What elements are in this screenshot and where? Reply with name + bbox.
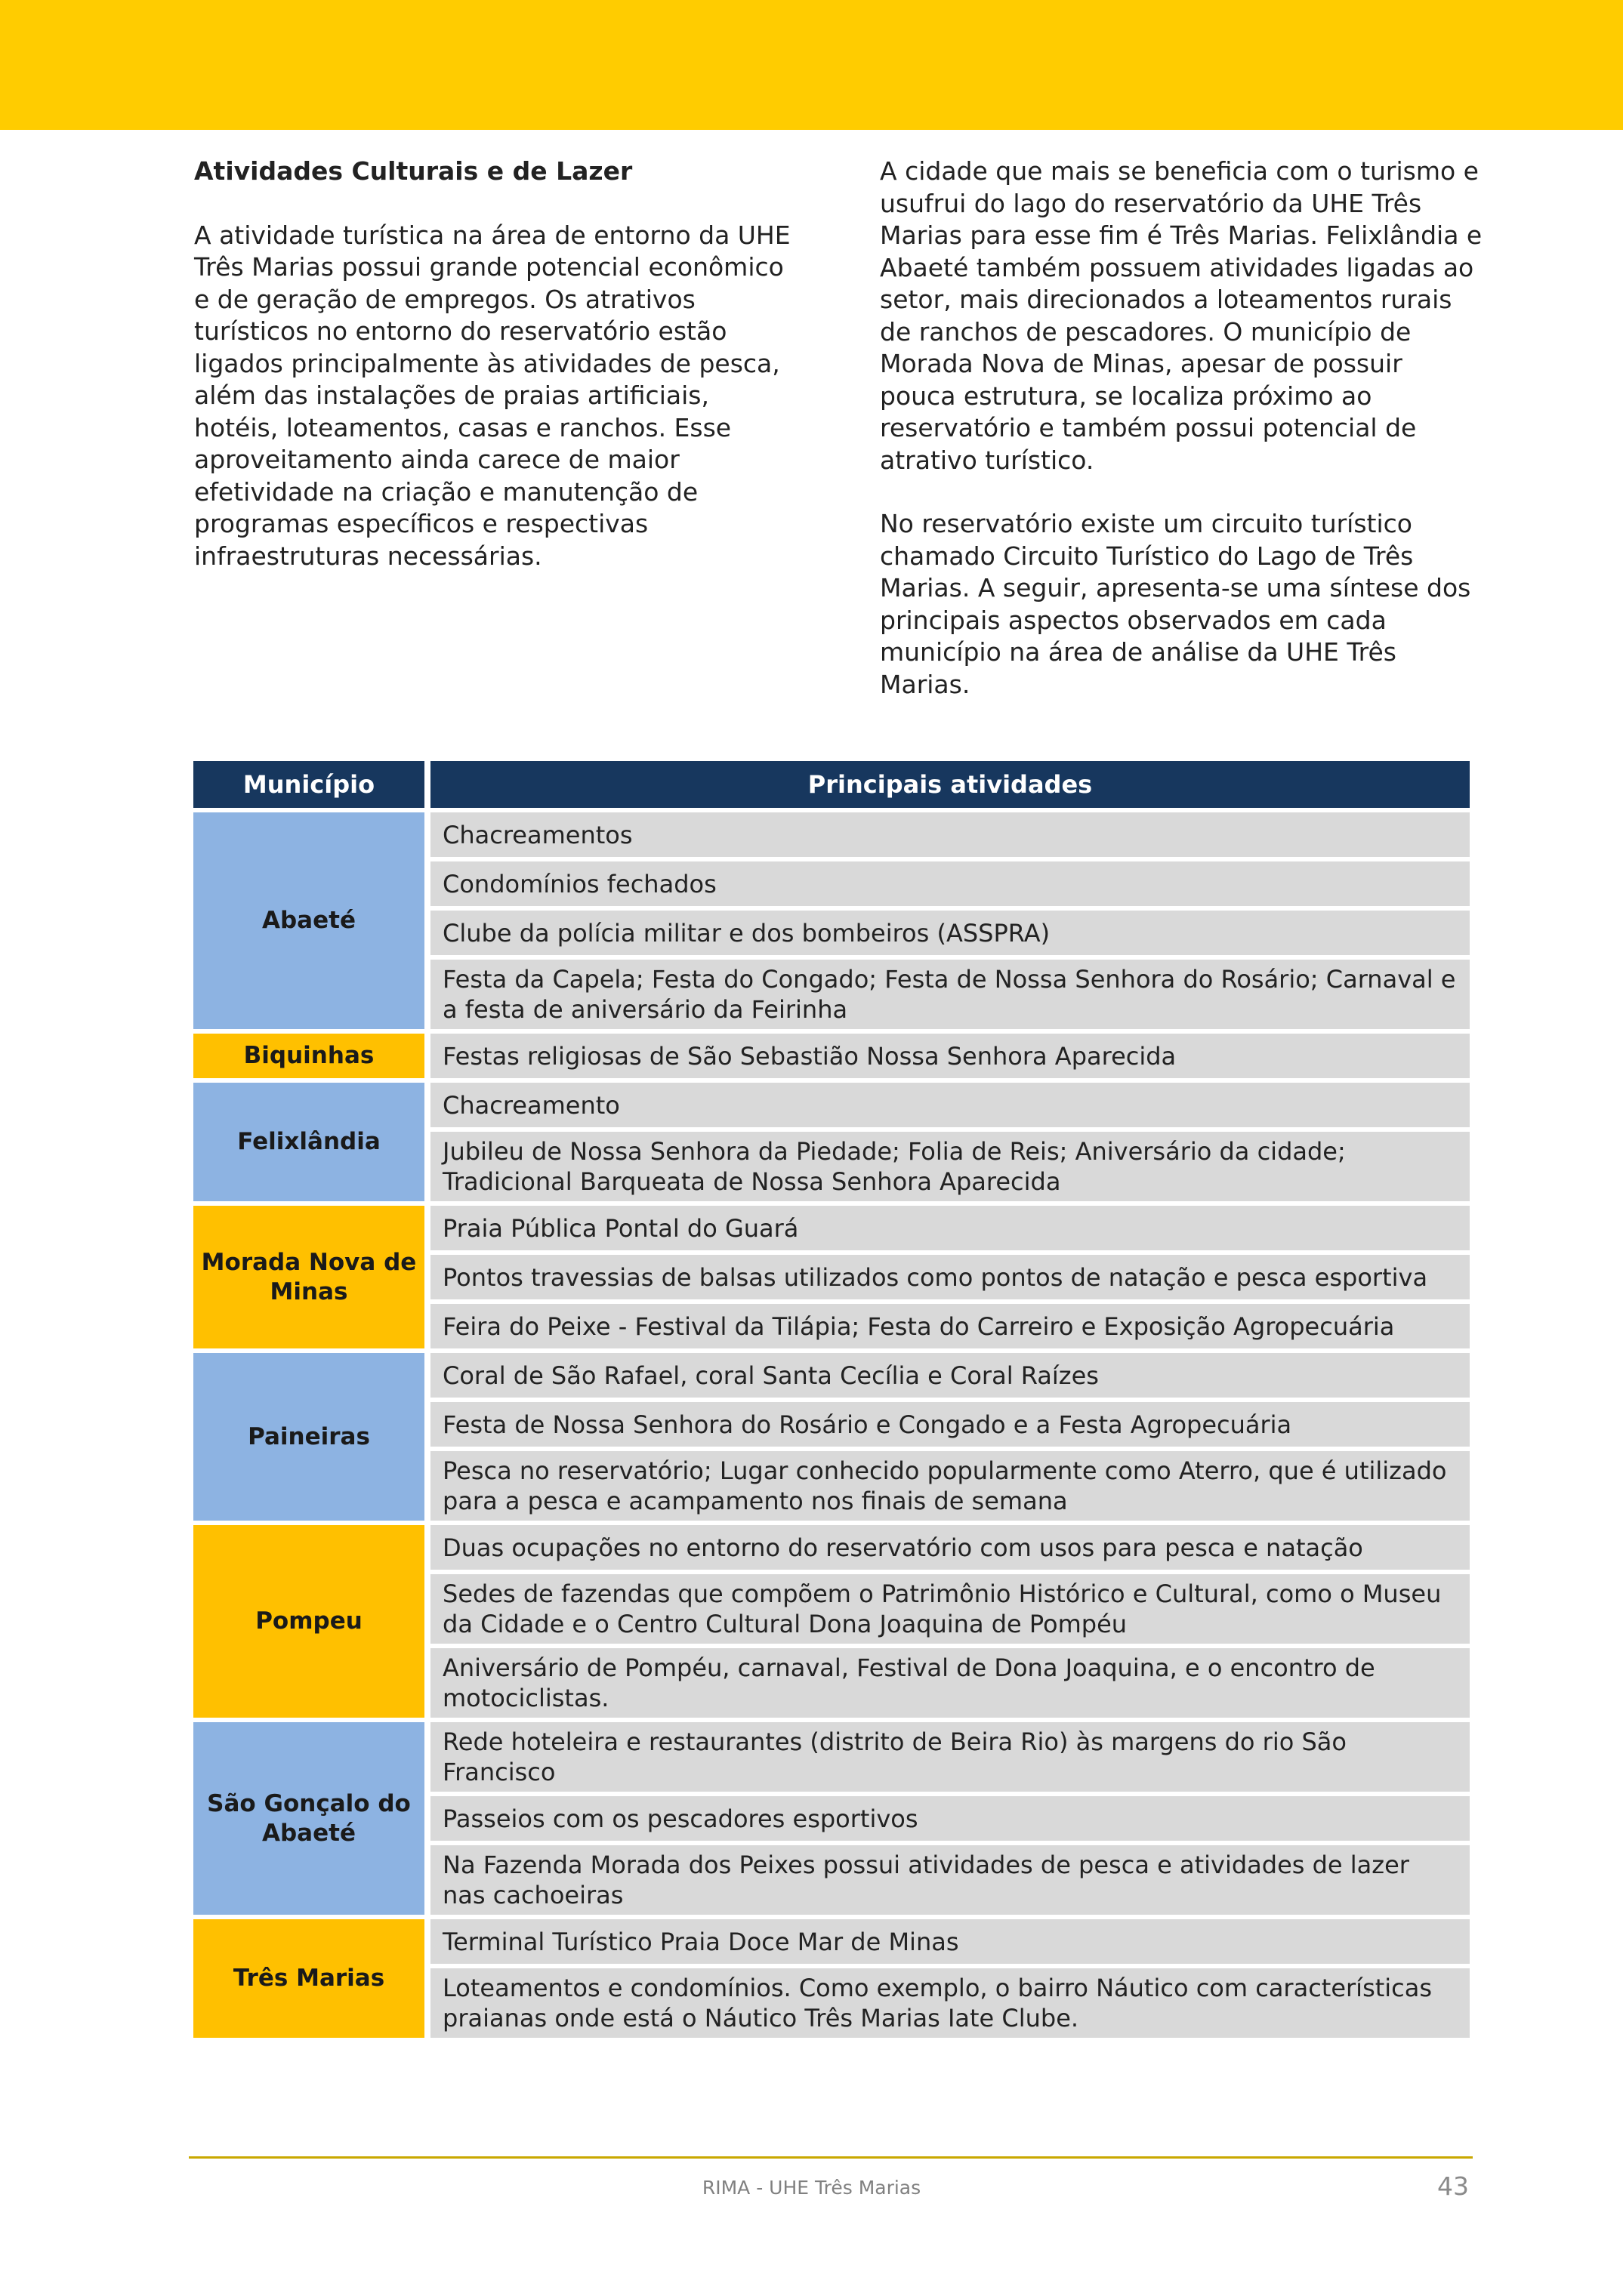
activity-cell: Festa de Nossa Senhora do Rosário e Congado e a Festa Agropecuária <box>430 1402 1470 1447</box>
municipio-cell: Abaeté <box>193 812 424 1029</box>
activity-cell: Chacreamentos <box>430 812 1470 857</box>
circuit-paragraph: No reservatório existe um circuito turístico chamado Circuito Turístico do Lago de Três Marias. A seguir, apresenta-se uma síntese dos principais aspectos observados em cada município na área de análise da UHE Três Marias. <box>880 509 1471 699</box>
municipio-group <box>193 1525 1470 1718</box>
activity-cell: Pesca no reservatório; Lugar conhecido popularmente como Aterro, que é utilizado para a pesca e acampamento nos finais de semana <box>430 1451 1470 1521</box>
activity-cell: Festa da Capela; Festa do Congado; Festa de Nossa Senhora do Rosário; Carnaval e a festa de aniversário da Feirinha <box>430 960 1470 1029</box>
activities-list <box>430 1034 1470 1078</box>
activity-cell: Coral de São Rafael, coral Santa Cecília e Coral Raízes <box>430 1353 1470 1398</box>
activities-list <box>430 1206 1470 1348</box>
activity-cell: Rede hoteleira e restaurantes (distrito de Beira Rio) às margens do rio São Francisco <box>430 1722 1470 1792</box>
page-number: 43 <box>1437 2171 1469 2201</box>
footer-title: RIMA - UHE Três Marias <box>702 2177 921 2199</box>
activity-cell: Clube da polícia militar e dos bombeiros (ASSPRA) <box>430 911 1470 955</box>
activity-cell: Feira do Peixe - Festival da Tilápia; Festa do Carreiro e Exposição Agropecuária <box>430 1304 1470 1348</box>
municipio-group <box>193 812 1470 1029</box>
activities-list <box>430 1722 1470 1915</box>
municipio-cell: Biquinhas <box>193 1034 424 1078</box>
municipio-group <box>193 1353 1470 1521</box>
left-text-column <box>194 156 798 604</box>
table-body <box>193 812 1470 2038</box>
header-municipio: Município <box>193 761 424 808</box>
municipio-cell: Três Marias <box>193 1919 424 2038</box>
activity-cell: Condomínios fechados <box>430 861 1470 906</box>
municipio-group <box>193 1034 1470 1078</box>
activity-cell: Jubileu de Nossa Senhora da Piedade; Folia de Reis; Aniversário da cidade; Tradicional Barqueata de Nossa Senhora Aparecida <box>430 1132 1470 1201</box>
activity-cell: Passeios com os pescadores esportivos <box>430 1796 1470 1841</box>
table-header-row <box>193 761 1470 808</box>
activity-cell: Terminal Turístico Praia Doce Mar de Minas <box>430 1919 1470 1964</box>
municipio-group <box>193 1919 1470 2038</box>
municipio-cell: Felixlândia <box>193 1083 424 1201</box>
activity-cell: Na Fazenda Morada dos Peixes possui atividades de pesca e atividades de lazer nas cachoeiras <box>430 1845 1470 1915</box>
activity-cell: Sedes de fazendas que compõem o Patrimônio Histórico e Cultural, como o Museu da Cidade e o Centro Cultural Dona Joaquina de Pompéu <box>430 1574 1470 1644</box>
municipio-cell: São Gonçalo do Abaeté <box>193 1722 424 1915</box>
activity-cell: Festas religiosas de São Sebastião Nossa Senhora Aparecida <box>430 1034 1470 1078</box>
top-color-band <box>0 0 1623 130</box>
header-principais-atividades: Principais atividades <box>430 761 1470 808</box>
activity-cell: Duas ocupações no entorno do reservatório com usos para pesca e natação <box>430 1525 1470 1570</box>
activities-list <box>430 1353 1470 1521</box>
activities-list <box>430 1083 1470 1201</box>
activity-cell: Aniversário de Pompéu, carnaval, Festival de Dona Joaquina, e o encontro de motociclistas. <box>430 1648 1470 1718</box>
municipio-group <box>193 1083 1470 1201</box>
municipio-cell: Pompeu <box>193 1525 424 1718</box>
tourism-paragraph: A cidade que mais se beneficia com o turismo e usufrui do lago do reservatório da UHE Três Marias para esse fim é Três Marias. Felixlândia e Abaeté também possuem atividades ligadas ao setor, mais direcionados a loteamentos rurais de ranchos de pescadores. O município de Morada Nova de Minas, apesar de possuir pouca estrutura, se localiza próximo ao reservatório e também possui potencial de atrativo turístico. <box>880 156 1483 475</box>
activity-cell: Loteamentos e condomínios. Como exemplo, o bairro Náutico com características praianas onde está o Náutico Três Marias Iate Clube. <box>430 1968 1470 2038</box>
activities-table <box>193 761 1470 2042</box>
municipio-group <box>193 1722 1470 1915</box>
activity-cell: Pontos travessias de balsas utilizados como pontos de natação e pesca esportiva <box>430 1255 1470 1299</box>
municipio-group <box>193 1206 1470 1348</box>
right-text-column <box>880 156 1484 732</box>
intro-paragraph: A atividade turística na área de entorno da UHE Três Marias possui grande potencial econômico e de geração de empregos. Os atrativos turísticos no entorno do reservatório estão ligados principalmente às atividades de pesca, além das instalações de praias artificiais, hotéis, loteamentos, casas e ranchos. Esse aproveitamento ainda carece de maior efetividade na criação e manutenção de programas específicos e respectivas infraestruturas necessárias. <box>194 220 791 571</box>
municipio-cell: Paineiras <box>193 1353 424 1521</box>
activity-cell: Chacreamento <box>430 1083 1470 1127</box>
activities-list <box>430 812 1470 1029</box>
section-heading: Atividades Culturais e de Lazer <box>194 156 633 186</box>
municipio-cell: Morada Nova de Minas <box>193 1206 424 1348</box>
footer-rule <box>189 2156 1473 2159</box>
activities-list <box>430 1919 1470 2038</box>
activities-list <box>430 1525 1470 1718</box>
activity-cell: Praia Pública Pontal do Guará <box>430 1206 1470 1250</box>
